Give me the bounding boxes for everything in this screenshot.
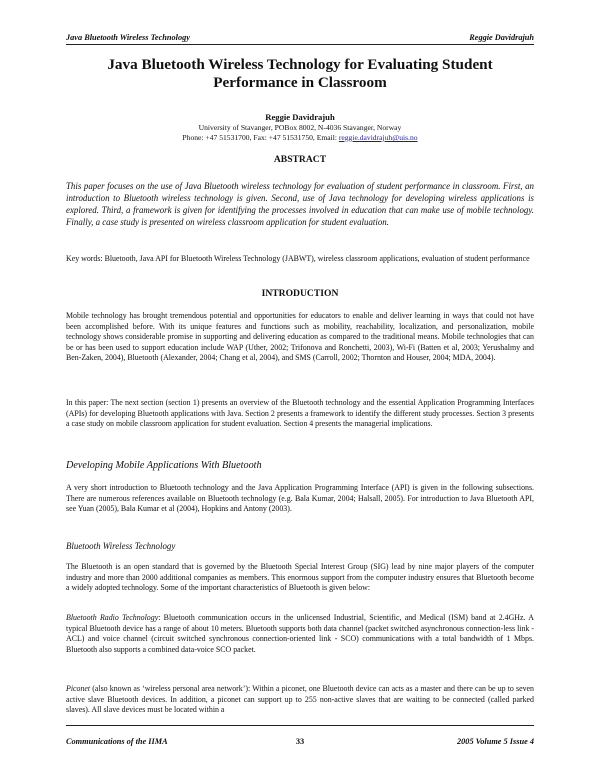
keywords: Key words: Bluetooth, Java API for Bluetooth Wireless Technology (JABWT), wireless classroom applications, evaluation of student performance xyxy=(66,254,530,263)
introduction-heading: INTRODUCTION xyxy=(261,288,339,299)
bluetooth-intro-paragraph: The Bluetooth is an open standard that is governed by the Bluetooth Special Interest Group (SIG) lead by nine major players of the computer industry and more than 2000 additional companies as members. This enormous support from the computer industry ensures that Bluetooth become a widely adopted technology. Some of the important characteristics of Bluetooth is given below: xyxy=(66,562,534,593)
abstract-text: This paper focuses on the use of Java Bluetooth wireless technology for evaluation of student performance in classroom. First, an introduction to Bluetooth wireless technology is given. Second, use of Java technology for developing wireless applications is explored. Third, a framework is given for identifying the processes involved in education that can make use of mobile technology. Finally, a case study is presented on wireless classroom application for student evaluation. xyxy=(66,181,534,227)
section-developing-paragraph: A very short introduction to Bluetooth technology and the Java Application Programming Interface (API) is given in the following subsections. There are numerous references available on Bluetooth technology (e.g. Bala Kumar, 2004; Halsall, 2005). For introduction to Java Bluetooth API, see Yuan (2005), Bala Kumar et al (2004), Hopkins and Antony (2003). xyxy=(66,483,534,514)
introduction-paragraph-1: Mobile technology has brought tremendous potential and opportunities for educators to enable and deliver learning in ways that could not have been accomplished before. With its unique features and functions such as mobility, reachability, localization, and personalization, mobile technology shows considerable promise in supporting and delivering education as compared to the traditional means. Mobile technologies that can be or has been used to support education include WAP (Uther, 2002; Trifonova and Ronchetti, 2003), Wi-Fi (Batten et al, 2003; Yerushalmy and Ben-Zaken, 2004), Bluetooth (Alexander, 2004; Chang et al, 2004), and SMS (Carroll, 2002; Thornton and Houser, 2004; MDA, 2004). xyxy=(66,311,534,363)
author-name: Reggie Davidrajuh xyxy=(265,112,335,122)
piconet-term: Piconet xyxy=(66,684,91,693)
section-developing-heading: Developing Mobile Applications With Bluetooth xyxy=(66,460,262,471)
footer-rule xyxy=(66,725,534,726)
author-email-link[interactable]: reggie.davidrajuh@uis.no xyxy=(338,133,418,142)
piconet-paragraph xyxy=(66,684,534,716)
subsection-bluetooth-heading: Bluetooth Wireless Technology xyxy=(66,541,176,551)
author-contact xyxy=(66,133,534,143)
radio-technology-term: Bluetooth Radio Technology xyxy=(66,613,159,622)
header-rule xyxy=(66,44,534,45)
contact-numbers: Phone: +47 51531700, Fax: +47 51531750, Email: xyxy=(182,133,339,142)
paper-title: Java Bluetooth Wireless Technology for Evaluating Student Performance in Classroom xyxy=(107,56,493,91)
abstract-heading: ABSTRACT xyxy=(273,154,327,165)
piconet-text: (also known as ‘wireless personal area network’): Within a piconet, one Bluetooth device can acts as a master and there can be up to seven active slave Bluetooth devices. In addition, a piconet can support up to 255 non-active slaves that are waiting to be connected (called parked slaves). All slave devices must be located within a xyxy=(66,684,534,715)
page-number: 33 xyxy=(295,737,305,746)
radio-technology-paragraph xyxy=(66,613,534,655)
header-author: Reggie Davidrajuh xyxy=(469,33,534,42)
footer-journal: Communications of the IIMA xyxy=(66,737,168,746)
footer-volume: 2005 Volume 5 Issue 4 xyxy=(457,737,534,746)
introduction-paragraph-2: In this paper: The next section (section 1) presents an overview of the Bluetooth technology and the essential Application Programming Interfaces (APIs) for developing Bluetooth applications with Java. Section 2 presents a framework to identify the different study processes. Section 3 presents a case study on mobile classroom application for student evaluation. Section 4 presents the managerial implications. xyxy=(66,398,534,429)
author-affiliation: University of Stavanger, POBox 8002, N-4036 Stavanger, Norway xyxy=(198,123,402,132)
header-journal-topic: Java Bluetooth Wireless Technology xyxy=(66,33,190,42)
radio-technology-text: : Bluetooth communication occurs in the unlicensed Industrial, Scientific, and Medical (ISM) band at 2.4GHz. A typical Bluetooth device has a range of about 10 meters. Bluetooth supports both data channel (packet switched asynchronous connection-less link - ACL) and voice channel (circuit switched synchronous connection-oriented link - SCO) communications with a total bandwidth of 1 Mbps. Bluetooth also supports a combined data-voice SCO packet. xyxy=(66,613,535,654)
